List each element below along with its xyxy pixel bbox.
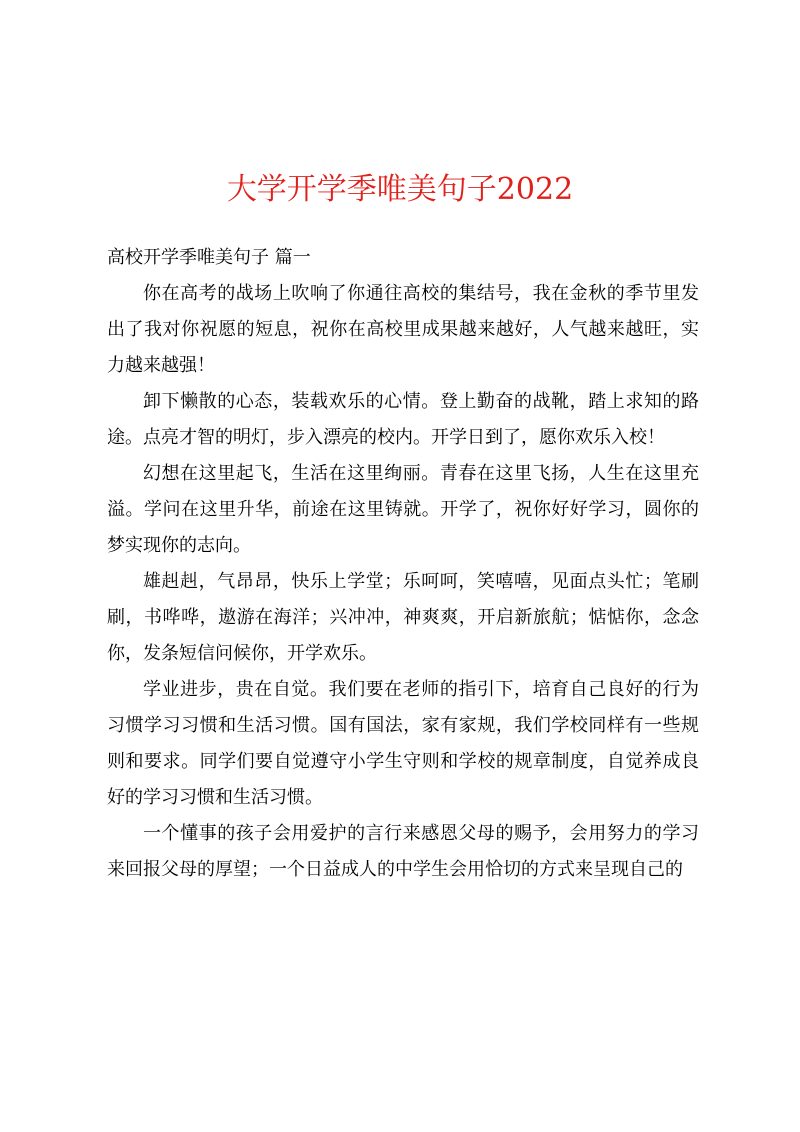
section-heading: 高校开学季唯美句子 篇一 [107, 247, 311, 268]
document-title: 大学开学季唯美句子2022 [226, 172, 574, 207]
paragraph: 学业进步，贵在自觉。我们要在老师的指引下，培育自己良好的行为习惯学习习惯和生活习惯。国有国法，家有家规，我们学校同样有一些规则和要求。同学们要自觉遵守小学生守则和学校的规章制度，自觉养成良好的学习习惯和生活习惯。 [107, 679, 699, 808]
paragraph: 一个懂事的孩子会用爱护的言行来感恩父母的赐予，会用努力的学习来回报父母的厚望；一个日益成人的中学生会用恰切的方式来呈现自己的 [107, 823, 699, 880]
paragraph: 幻想在这里起飞，生活在这里绚丽。青春在这里飞扬，人生在这里充溢。学问在这里升华，前途在这里铸就。开学了，祝你好好学习，圆你的梦实现你的志向。 [107, 463, 699, 556]
document-body [107, 240, 699, 888]
paragraph: 你在高考的战场上吹响了你通往高校的集结号，我在金秋的季节里发出了我对你祝愿的短息，祝你在高校里成果越来越好，人气越来越旺，实力越来越强！ [107, 283, 699, 376]
paragraph: 卸下懒散的心态，装载欢乐的心情。登上勤奋的战靴，踏上求知的路途。点亮才智的明灯，步入漂亮的校内。开学日到了，愿你欢乐入校！ [107, 391, 699, 448]
paragraph: 雄赳赳，气昂昂，快乐上学堂；乐呵呵，笑嘻嘻，见面点头忙；笔刷刷，书哗哗，遨游在海洋；兴冲冲，神爽爽，开启新旅航；惦惦你，念念你，发条短信问候你，开学欢乐。 [107, 571, 699, 664]
